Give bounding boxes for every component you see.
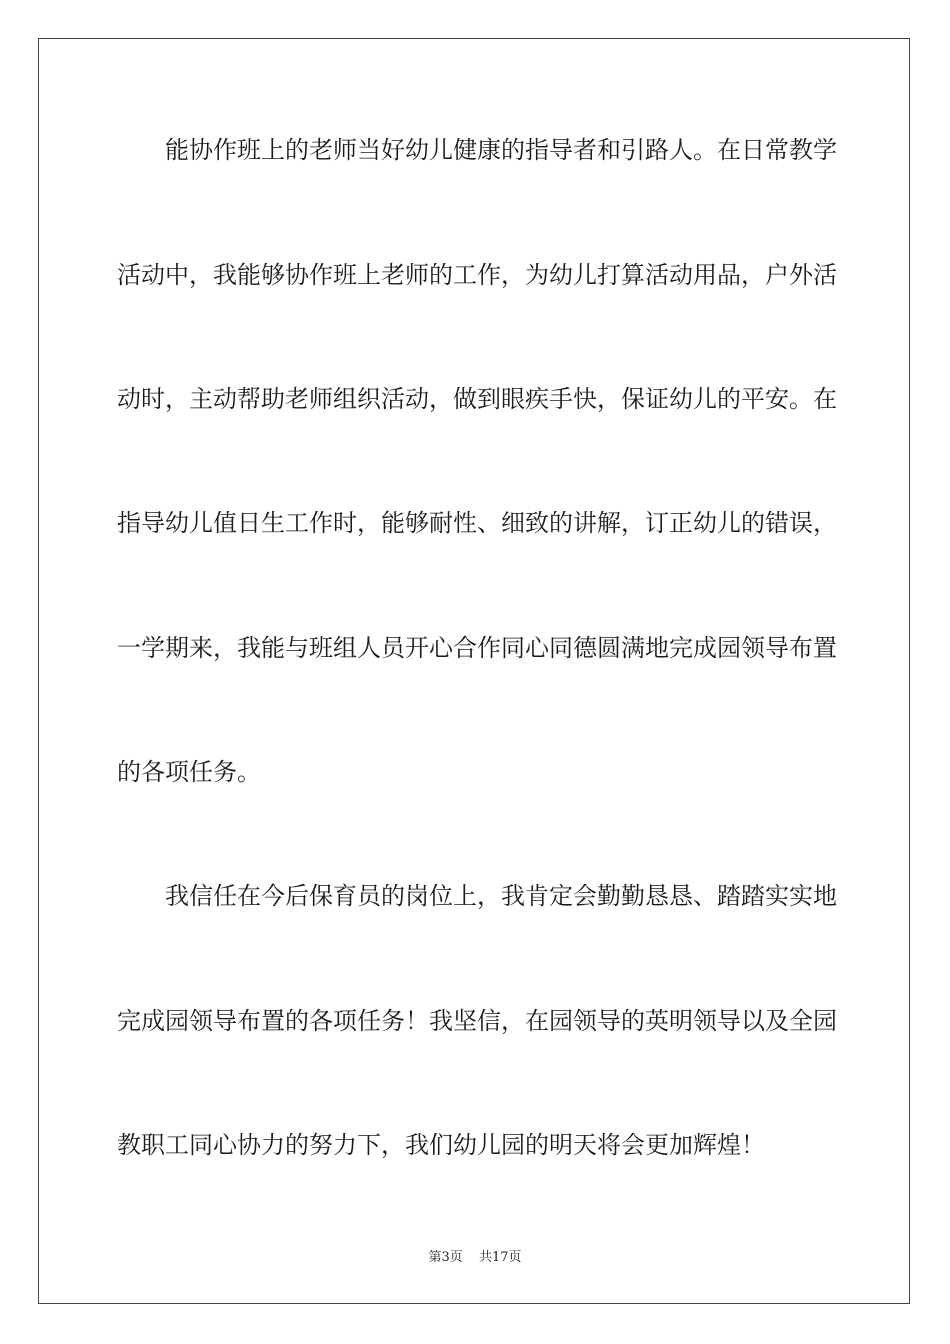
page-total: 共17页 (478, 1250, 522, 1265)
text-line: 完成园领导布置的各项任务！我坚信，在园领导的英明领导以及全园 (117, 1007, 837, 1035)
page-number: 第3页 (428, 1250, 463, 1265)
text-line: 的各项任务。 (117, 758, 261, 786)
text-line: 能协作班上的老师当好幼儿健康的指导者和引路人。在日常教学 (117, 136, 837, 164)
text-line: 一学期来，我能与班组人员开心合作同心同德圆满地完成园领导布置 (117, 634, 837, 662)
text-line: 指导幼儿值日生工作时，能够耐性、细致的讲解，订正幼儿的错误， (117, 509, 837, 537)
text-line: 动时，主动帮助老师组织活动，做到眼疾手快，保证幼儿的平安。在 (117, 385, 837, 413)
text-line: 教职工同心协力的努力下，我们幼儿园的明天将会更加辉煌！ (117, 1131, 765, 1159)
page-footer (0, 1246, 950, 1265)
page-border (38, 38, 910, 1304)
text-line: 我信任在今后保育员的岗位上，我肯定会勤勤恳恳、踏踏实实地 (117, 882, 837, 910)
text-line: 活动中，我能够协作班上老师的工作，为幼儿打算活动用品，户外活 (117, 261, 837, 289)
